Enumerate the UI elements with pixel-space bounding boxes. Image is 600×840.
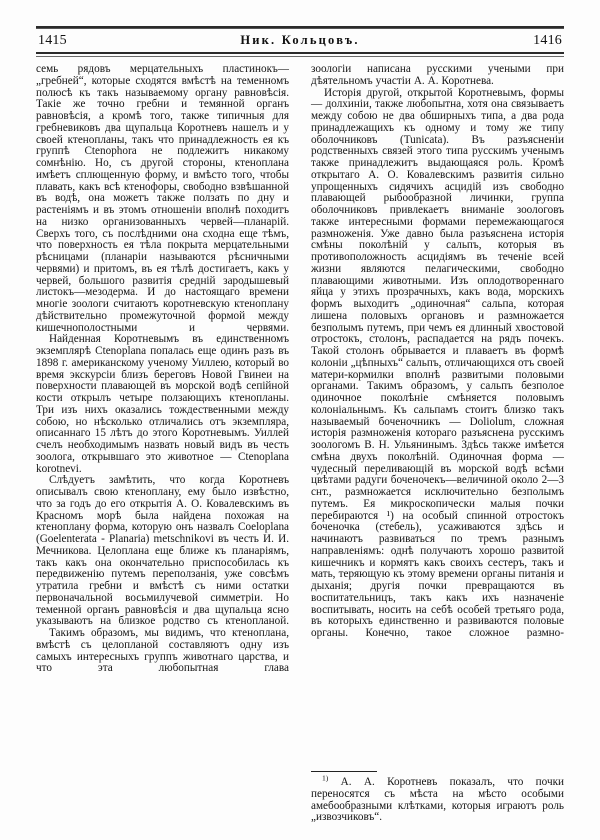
running-head	[36, 26, 564, 57]
folio-right: 1416	[533, 33, 562, 48]
footnote-text	[311, 773, 564, 824]
footnote-block	[311, 771, 564, 824]
right-column	[311, 64, 564, 824]
head-rule-top-thin	[36, 28, 564, 29]
left-column	[36, 64, 289, 824]
text-columns	[36, 64, 564, 824]
paragraph: Исторiя другой, открытой Коротневымъ, формы — долхинiи, также любопытна, хотя она связываетъ между собою не два обширныхъ типа, а два рода принадлежащихъ къ одному и тому же типу оболочниковъ (Tunicata). Въ разъясненiи родственныхъ связей этого типа русскимъ ученымъ также принадлежитъ выдающаяся роль. Кромѣ открытаго А. О. Ковалевскимъ развитiя сильно упрощенныхъ сидячихъ асцидiй изъ свободно плавающей рыбообразной личинки, группа оболочниковъ привлекаетъ вниманiе зоологовъ также интересными формами перемежающагося размноженiя. Уже давно была разъяснена исторiя смѣны поколѣнiй у сальпъ, которыя въ противоположность асцидiямъ въ теченiе всей жизни являются пелагическими, свободно плавающими животными. Изъ оплодотвореннаго яйца у этихъ прозрачныхъ, какъ вода, морскихъ формъ выходитъ „одиночная“ сальпа, которая лишена половыхъ органовъ и размножается безполымъ путемъ, при чемъ ея длинный хвостовой отростокъ, столонъ, распадается на рядъ почекъ. Такой столонъ обрывается и плаваетъ въ формѣ колонiи „цѣпныхъ“ сальпъ, отличающихся отъ своей матери-кормилки вполнѣ развитыми половыми органами. Такимъ образомъ, у сальпъ безполое одиночное поколѣнiе смѣняется половымъ колонiальнымъ. Къ сальпамъ стоитъ близко такъ называемый боченочникъ — Doliolum, сложная исторiя размноженiя котораго разъяснена русскимъ зоологомъ В. Н. Ульянинымъ. Здѣсь также имѣется смѣна двухъ поколѣнiй. Одиночная форма — чудесный переливающiй въ морской водѣ всѣми цвѣтами радуги боченочекъ—величиной около 2—3 снт., размножается исключительно безполымъ путемъ. Ея микроскопически малыя почки перебираются ¹) на особый спинной отростокъ боченочка (стебель), усаживаются здѣсь и начинаютъ развиваться по тремъ разнымъ направленiямъ: однѣ получаютъ хорошо развитой кишечникъ и кормятъ какъ своихъ сестеръ, такъ и мать, теряющую къ этому времени органы питанiя и дыханiя; другiя почки превращаются въ воспитательницъ, такъ какъ ихъ назначенiе воспитывать, носить на себѣ особей третьяго рода, въ которыхъ единственно и развиваются половые органы. Конечно, такое сложное размно-	[311, 86, 564, 639]
paragraph: Такимъ образомъ, мы видимъ, что ктеноплана, вмѣстѣ съ целопланой составляютъ одну изъ самыхъ интересныхъ группъ животнаго царства, и что эта любопытная глава	[36, 627, 289, 675]
head-rule-bottom	[36, 52, 564, 54]
head-row	[36, 31, 564, 52]
folio-left: 1415	[38, 33, 67, 48]
paragraph: семь рядовъ мерцательныхъ пластинокъ— „гребней“, которые сходятся вмѣстѣ на теменномъ полюсѣ къ такъ называемому органу равновѣсiя. Такiе же точно гребни и темянной органъ равновѣсiя, а кромѣ того, также типичныя для гребневиковъ два щупальца Коротневъ нашелъ и у своей ктенопланы, такъ что принадлежность ея къ группѣ Ctenophora не подлежитъ никакому сомнѣнiю. Но, съ другой стороны, ктеноплана имѣетъ сплющенную форму, и вмѣсто того, чтобы плавать, какъ всѣ ктенофоры, свободно взвѣшанной въ водѣ, она можетъ также ползать по дну и растенiямъ и въ этомъ отношенiи вполнѣ походитъ на низко организованныхъ червей—планарiй. Сверхъ того, съ послѣдними она сходна еще тѣмъ, что поверхность ея тѣла покрыта мерцательными рѣсницами (планарiи называются рѣсничными червями) и притомъ, въ ея тѣлѣ достигаетъ, какъ у червей, большого развитiя среднiй зародышевый листокъ—мезодерма. И до настоящаго времени многiе зоологи считаютъ коротневскую ктеноплану дѣйствительно промежуточной формой между кишечнополостными и червями.	[36, 63, 289, 334]
footnote-marker: 1)	[322, 773, 329, 783]
paragraph: Найденная Коротневымъ въ единственномъ экземплярѣ Ctenoplana попалась еще одинъ разъ въ 1898 г. американскому ученому Уиллею, который во время экскурсiи близъ береговъ Новой Гвинеи на поверхности плавающей въ морской водѣ сепiйной кости открылъ четыре ползающихъ ктенопланы. Три изъ нихъ оказались тождественными между собою, но нѣсколько отличались отъ экземпляра, описаннаго 15 лѣтъ до этого Коротневымъ. Уиллей счелъ необходимымъ назвать новый видъ въ честь зоолога, открывшаго это животное — Ctenoplana korotnevi.	[36, 333, 289, 475]
paragraph: зоологiи написана русскими учеными при дѣятельномъ участiи А. А. Коротнева.	[311, 63, 564, 87]
paragraph: Слѣдуетъ замѣтить, что когда Коротневъ описывалъ свою ктеноплану, ему было извѣстно, что за годъ до его открытiя А. О. Ковалевскимъ въ Красномъ морѣ была найдена похожая на ктеноплану форма, которую онъ назвалъ Coeloplana (Goelenterata - Planaria) metschnikovi въ честь И. И. Мечникова. Целоплана еще ближе къ планарiямъ, такъ какъ она окончательно приспособилась къ передвиженiю путемъ переползанiя, уже совсѣмъ утратила гребни и вмѣстѣ съ ними остатки первоначальной восьмилучевой симметрiи. Но теменной органъ равновѣсiя и два щупальца ясно указываютъ на близкое родство съ ктенопланой.	[36, 474, 289, 628]
page-title: Ник. Кольцовъ.	[240, 33, 360, 47]
footnote-rule	[311, 771, 377, 772]
head-rule-bottom-thin	[36, 56, 564, 57]
footnote-body: А. А. Коротневъ показалъ, что почки переносятся съ мѣста на мѣсто особыми амебообразными клѣтками, которыя играютъ роль „извозчиковъ“.	[311, 776, 564, 824]
